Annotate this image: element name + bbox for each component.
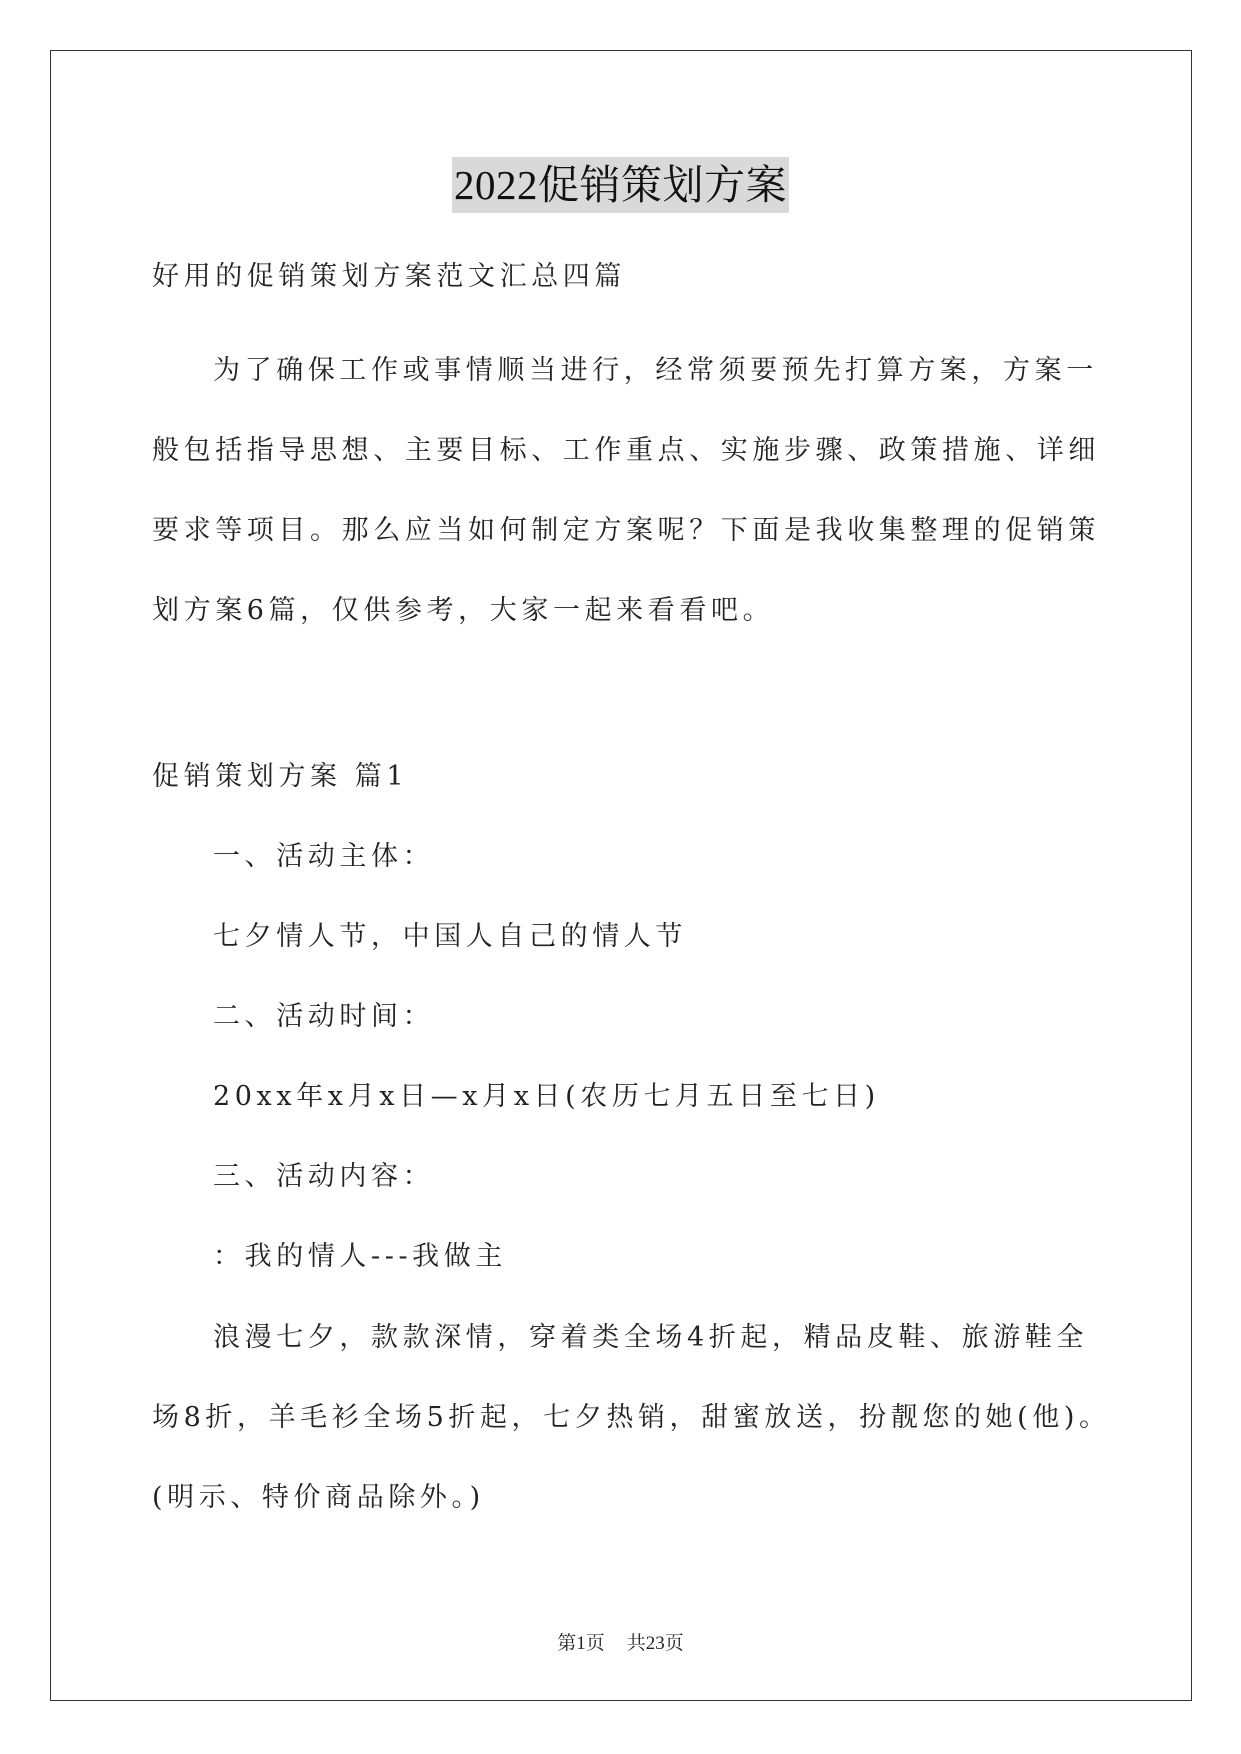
intro-line-4: 划方案6篇，仅供参考，大家一起来看看吧。: [152, 595, 775, 626]
subtitle: 好用的促销策划方案范文汇总四篇: [152, 261, 626, 292]
content-line-2: 场8折，羊毛衫全场5折起，七夕热销，甜蜜放送，扮靓您的她(他)。: [152, 1402, 1111, 1433]
intro-line-3: 要求等项目。那么应当如何制定方案呢？下面是我收集整理的促销策: [152, 515, 1100, 546]
page-footer: [0, 1632, 1241, 1656]
item-text-1: 七夕情人节，中国人自己的情人节: [213, 921, 687, 952]
content-line-3: (明示、特价商品除外。): [152, 1482, 485, 1513]
item-heading-2: 二、活动时间：: [213, 1001, 435, 1032]
document-title: 2022促销策划方案: [452, 157, 789, 213]
item-heading-3: 三、活动内容：: [213, 1161, 435, 1192]
intro-line-1: 为了确保工作或事情顺当进行，经常须要预先打算方案，方案一: [213, 355, 1098, 386]
item-text-2: 20xx年x月x日—x月x日(农历七月五日至七日): [213, 1081, 880, 1112]
item-heading-1: 一、活动主体：: [213, 841, 435, 872]
title-container: [0, 157, 1241, 213]
item-text-3: ：我的情人---我做主: [213, 1241, 507, 1272]
page-number: 第1页: [557, 1633, 605, 1654]
page-total: 共23页: [626, 1633, 684, 1654]
content-line-1: 浪漫七夕，款款深情，穿着类全场4折起，精品皮鞋、旅游鞋全: [213, 1322, 1088, 1353]
section-heading: 促销策划方案 篇1: [152, 761, 409, 792]
intro-line-2: 般包括指导思想、主要目标、工作重点、实施步骤、政策措施、详细: [152, 435, 1100, 466]
